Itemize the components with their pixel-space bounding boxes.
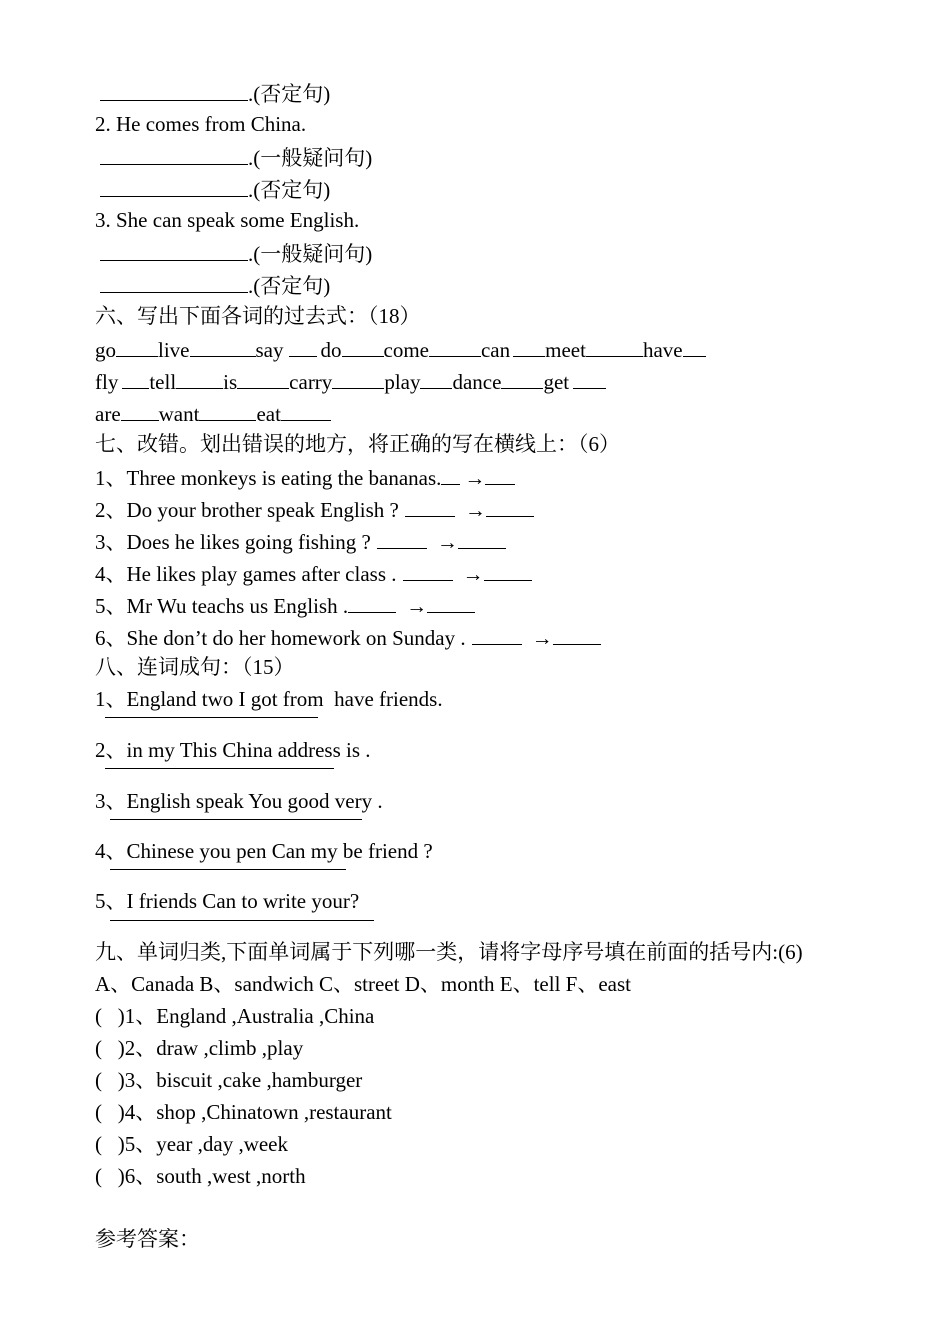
- s8-item-2: 2、in my This China address is .: [95, 738, 371, 762]
- q5-3-negative-line: [100, 272, 330, 298]
- item-text: 6、She don’t do her homework on Sunday .: [95, 626, 466, 650]
- answer-blank[interactable]: [403, 560, 453, 581]
- answer-blank[interactable]: [281, 400, 331, 421]
- q5-2-sentence: 2. He comes from China.: [95, 112, 307, 136]
- word: have: [642, 338, 683, 362]
- s8-item-3: 3、English speak You good very .: [95, 789, 383, 813]
- answer-blank[interactable]: [420, 368, 452, 389]
- section-6-heading: 六、写出下面各词的过去式：（18）: [95, 304, 421, 328]
- q5-2-question-line: [100, 144, 372, 170]
- answer-blank[interactable]: [122, 368, 149, 389]
- word: play: [384, 370, 421, 394]
- s9-item-6: ( )6、south ,west ,north: [95, 1164, 306, 1188]
- arrow-icon: →: [436, 530, 458, 554]
- line-text: .(否定句): [248, 82, 331, 106]
- word: can: [480, 338, 511, 362]
- answer-blank[interactable]: [513, 336, 545, 357]
- word: say: [255, 338, 284, 362]
- s9-item-3: ( )3、biscuit ,cake ,hamburger: [95, 1068, 363, 1092]
- s8-item-5: 5、I friends Can to write your?: [95, 889, 360, 913]
- line-text: .(一般疑问句): [248, 146, 373, 170]
- s6-row-1: [95, 336, 706, 362]
- arrow-icon: →: [531, 626, 553, 650]
- line-text: .(否定句): [248, 178, 331, 202]
- answer-blank[interactable]: [586, 336, 643, 357]
- answer-blank[interactable]: [553, 624, 601, 645]
- s6-row-3: [95, 400, 331, 426]
- answer-blank[interactable]: [100, 272, 248, 293]
- s9-item-1: ( )1、England ,Australia ,China: [95, 1004, 375, 1028]
- arrow-icon: →: [464, 466, 486, 490]
- s6-row-2: [95, 368, 606, 394]
- answer-blank[interactable]: [429, 336, 481, 357]
- s7-item-4: [95, 560, 532, 586]
- s9-item-4: ( )4、shop ,Chinatown ,restaurant: [95, 1100, 392, 1124]
- answer-blank[interactable]: [486, 496, 534, 517]
- word: is: [223, 370, 238, 394]
- answer-line[interactable]: [110, 920, 374, 921]
- s8-item-1: 1、England two I got from have friends.: [95, 687, 443, 711]
- q5-2-negative-line: [100, 176, 330, 202]
- section-8-heading: 八、连词成句：（15）: [95, 655, 295, 679]
- answer-blank[interactable]: [377, 528, 427, 549]
- answer-blank[interactable]: [100, 144, 248, 165]
- word: want: [158, 402, 200, 426]
- answer-blank[interactable]: [573, 368, 606, 389]
- word: go: [95, 338, 116, 362]
- s7-item-2: [95, 496, 534, 522]
- answer-line[interactable]: [105, 768, 334, 769]
- item-text: 2、Do your brother speak English ?: [95, 498, 399, 522]
- answer-key-heading: 参考答案：: [95, 1227, 200, 1251]
- arrow-icon: →: [406, 594, 428, 618]
- s8-item-4: 4、Chinese you pen Can my be friend ?: [95, 839, 433, 863]
- answer-line[interactable]: [110, 819, 362, 820]
- s9-item-2: ( )2、draw ,climb ,play: [95, 1036, 304, 1060]
- answer-blank[interactable]: [458, 528, 506, 549]
- answer-blank[interactable]: [484, 560, 532, 581]
- answer-blank[interactable]: [348, 592, 396, 613]
- q5-0-negative-line: [100, 80, 330, 106]
- word: tell: [149, 370, 177, 394]
- word: carry: [289, 370, 333, 394]
- word: meet: [545, 338, 586, 362]
- word: dance: [452, 370, 502, 394]
- word: are: [95, 402, 121, 426]
- item-text: 5、Mr Wu teachs us English .: [95, 594, 349, 618]
- answer-blank[interactable]: [190, 336, 256, 357]
- answer-blank[interactable]: [427, 592, 475, 613]
- answer-blank[interactable]: [176, 368, 223, 389]
- word: do: [320, 338, 342, 362]
- s7-item-6: [95, 624, 601, 650]
- answer-line[interactable]: [110, 869, 346, 870]
- section-7-heading: 七、改错。划出错误的地方，将正确的写在横线上：（6）: [95, 432, 620, 456]
- word: fly: [95, 370, 119, 394]
- answer-blank[interactable]: [116, 336, 158, 357]
- answer-blank[interactable]: [289, 336, 317, 357]
- s7-item-1: [95, 464, 515, 490]
- q5-3-question-line: [100, 240, 372, 266]
- arrow-icon: →: [464, 498, 486, 522]
- word: come: [383, 338, 429, 362]
- answer-line[interactable]: [105, 717, 318, 718]
- s9-options: A、Canada B、sandwich C、street D、month E、tell F、east: [95, 972, 632, 996]
- s9-item-5: ( )5、year ,day ,week: [95, 1132, 288, 1156]
- word: live: [158, 338, 190, 362]
- answer-blank[interactable]: [100, 240, 248, 261]
- answer-blank[interactable]: [121, 400, 159, 421]
- answer-blank[interactable]: [405, 496, 455, 517]
- answer-blank[interactable]: [100, 176, 248, 197]
- s7-item-3: [95, 528, 506, 554]
- arrow-icon: →: [462, 562, 484, 586]
- word: get: [543, 370, 570, 394]
- answer-blank[interactable]: [342, 336, 384, 357]
- line-text: .(否定句): [248, 274, 331, 298]
- section-9-heading: 九、单词归类,下面单词属于下列哪一类，请将字母序号填在前面的括号内:(6): [95, 940, 803, 964]
- answer-blank[interactable]: [100, 80, 248, 101]
- s7-item-5: [95, 592, 475, 618]
- answer-blank[interactable]: [332, 368, 384, 389]
- q5-3-sentence: 3. She can speak some English.: [95, 208, 360, 232]
- item-text: 4、He likes play games after class .: [95, 562, 397, 586]
- item-text: 3、Does he likes going fishing ?: [95, 530, 371, 554]
- answer-blank[interactable]: [683, 336, 706, 357]
- item-text: 1、Three monkeys is eating the bananas.: [95, 466, 442, 490]
- answer-blank[interactable]: [199, 400, 256, 421]
- answer-blank[interactable]: [472, 624, 522, 645]
- answer-blank[interactable]: [441, 464, 460, 485]
- line-text: .(一般疑问句): [248, 242, 373, 266]
- word: eat: [256, 402, 281, 426]
- answer-blank[interactable]: [485, 464, 515, 485]
- answer-blank[interactable]: [501, 368, 543, 389]
- answer-blank[interactable]: [237, 368, 289, 389]
